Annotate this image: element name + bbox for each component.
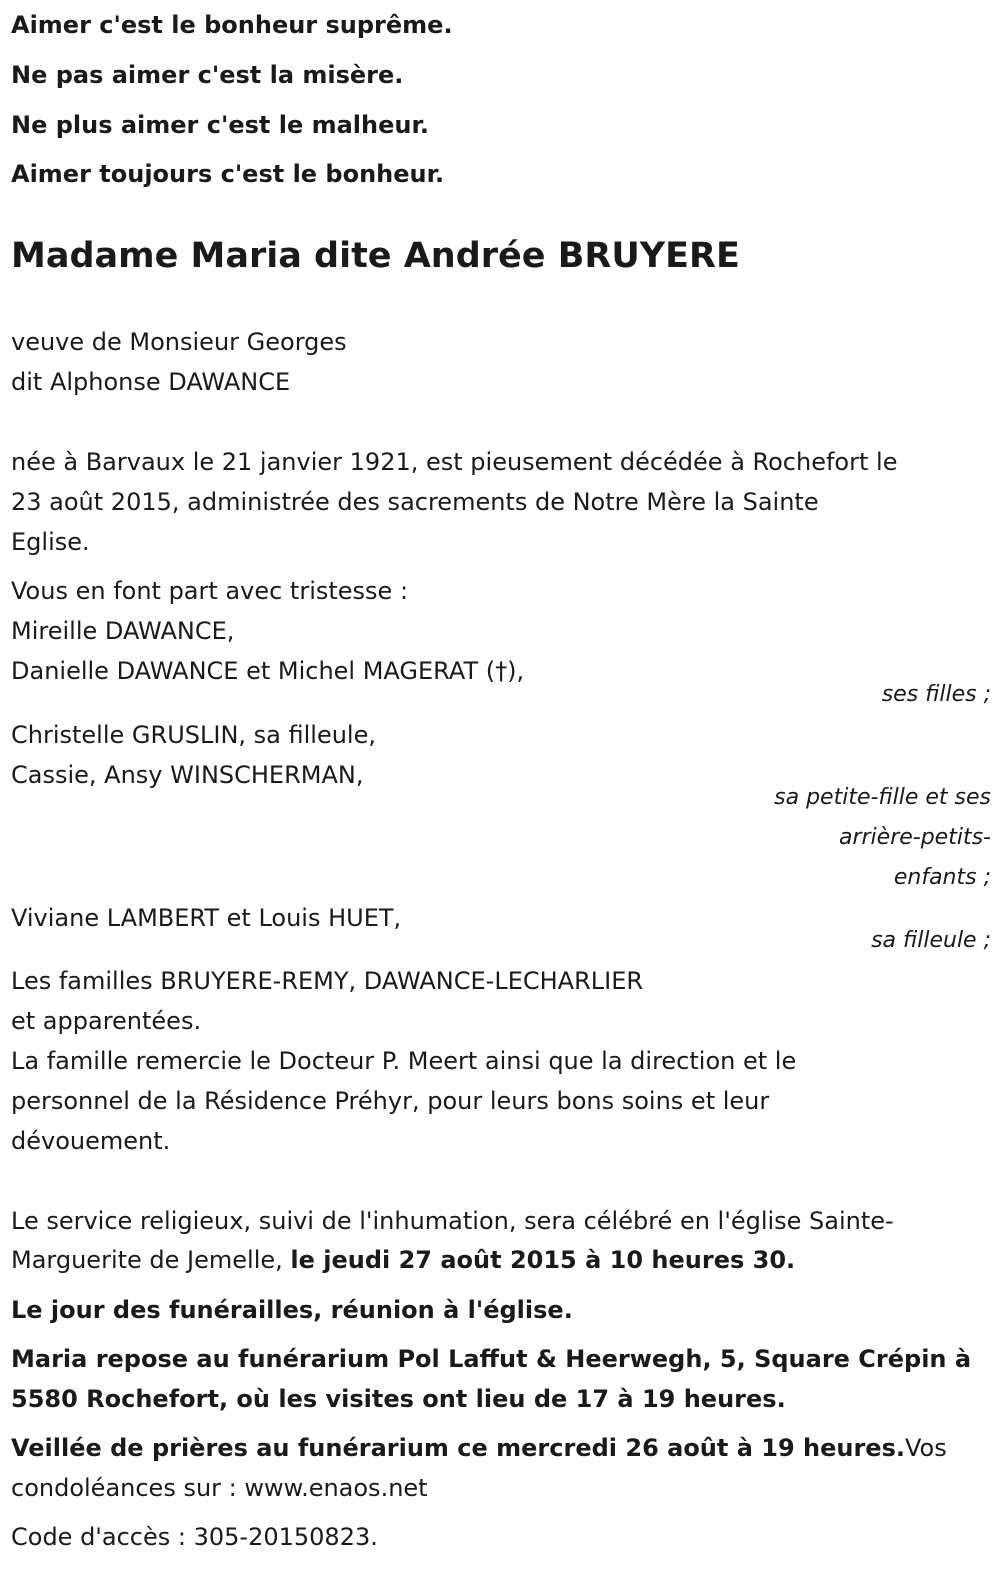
service-location: Marguerite de Jemelle, <box>11 1246 291 1274</box>
family-member: Mireille DAWANCE, <box>11 617 235 645</box>
relation-label: sa petite-fille et ses <box>774 785 991 810</box>
access-code: Code d'accès : 305-20150823. <box>11 1523 378 1551</box>
poem-line-3: Ne plus aimer c'est le malheur. <box>11 111 429 139</box>
relation-label: enfants ; <box>893 865 991 890</box>
vigil-line <box>11 1428 947 1468</box>
funeral-home-line-1: Maria repose au funérarium Pol Laffut & Heerwegh, 5, Square Crépin à <box>11 1345 972 1373</box>
birth-death-line-2: 23 août 2015, administrée des sacrements de Notre Mère la Sainte <box>11 488 819 516</box>
vigil-info: Veillée de prières au funérarium ce mercredi 26 août à 19 heures. <box>11 1434 905 1462</box>
families-line-1: Les familles BRUYERE-REMY, DAWANCE-LECHARLIER <box>11 967 644 995</box>
vigil-trailing: Vos <box>905 1434 947 1462</box>
service-line-2 <box>11 1240 795 1280</box>
widow-of-line-2: dit Alphonse DAWANCE <box>11 368 291 396</box>
thanks-line-2: personnel de la Résidence Préhyr, pour leurs bons soins et leur <box>11 1087 770 1115</box>
relation-label: ses filles ; <box>881 682 991 707</box>
family-member: Viviane LAMBERT et Louis HUET, <box>11 904 402 932</box>
condolences-line: condoléances sur : www.enaos.net <box>11 1474 428 1502</box>
deceased-name: Madame Maria dite Andrée BRUYERE <box>11 236 740 276</box>
gathering-info: Le jour des funérailles, réunion à l'église. <box>11 1296 573 1324</box>
announce-intro: Vous en font part avec tristesse : <box>11 577 409 605</box>
poem-line-2: Ne pas aimer c'est la misère. <box>11 61 404 89</box>
relation-label: arrière-petits- <box>838 825 991 850</box>
birth-death-line-1: née à Barvaux le 21 janvier 1921, est pieusement décédée à Rochefort le <box>11 448 898 476</box>
thanks-line-3: dévouement. <box>11 1127 171 1155</box>
family-member: Christelle GRUSLIN, sa filleule, <box>11 721 376 749</box>
service-date: le jeudi 27 août 2015 à 10 heures 30. <box>290 1246 796 1274</box>
families-line-2: et apparentées. <box>11 1007 202 1035</box>
birth-death-line-3: Eglise. <box>11 528 90 556</box>
service-line-1: Le service religieux, suivi de l'inhumation, sera célébré en l'église Sainte- <box>11 1207 894 1235</box>
family-member: Danielle DAWANCE et Michel MAGERAT (†), <box>11 657 525 685</box>
poem-line-4: Aimer toujours c'est le bonheur. <box>11 160 445 188</box>
thanks-line-1: La famille remercie le Docteur P. Meert ainsi que la direction et le <box>11 1047 797 1075</box>
funeral-home-line-2: 5580 Rochefort, où les visites ont lieu de 17 à 19 heures. <box>11 1385 786 1413</box>
widow-of-line-1: veuve de Monsieur Georges <box>11 328 347 356</box>
poem-line-1: Aimer c'est le bonheur suprême. <box>11 11 453 39</box>
family-member: Cassie, Ansy WINSCHERMAN, <box>11 761 364 789</box>
relation-label: sa filleule ; <box>871 928 991 953</box>
